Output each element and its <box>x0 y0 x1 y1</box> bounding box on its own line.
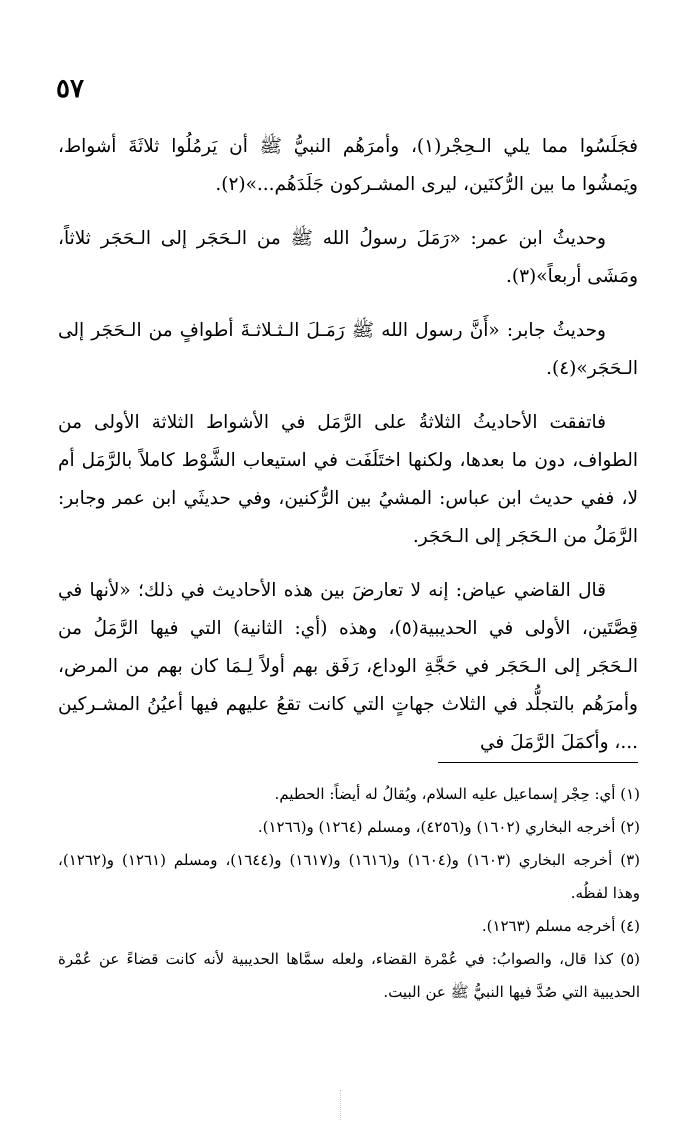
paragraph-5: قال القاضي عياض: إنه لا تعارضَ بين هذه الأحاديث في ذلك؛ «لأنها في قِصَّتَين، الأولى في الحديبية(٥)، وهذه (أي: الثانية) التي فيها الرَّمَلُ من الـحَجَر إلى الـحَجَر في حَجَّةِ الوداع، رَفَق بهم أولاً لِـمَا كان بهم من المرض، وأمرَهُم بالتجلُّد في الثلاث جهاتٍ التي كانت تقعُ عليهم فيها أعيُنُ المشـركين ...، وأكمَلَ الرَّمَلَ في <box>58 580 638 753</box>
paragraph-4: فاتفقت الأحاديثُ الثلاثةُ على الرَّمَل في الأشواط الثلاثة الأولى من الطواف، دون ما بعدها، ولكنها اختَلَفَت في استيعاب الشَّوْط كاملاً بالرَّمَل أم لا، ففي حديث ابن عباس: المشيُ بين الرُّكنين، وفي حديثَي ابن عمر وجابر: الرَّمَلُ من الـحَجَر إلى الـحَجَر. <box>58 412 638 547</box>
main-text <box>58 128 638 778</box>
footnote-4: (٤) أخرجه مسلم (١٢٦٣). <box>481 917 640 935</box>
footnote-2: (٢) أخرجه البخاري (١٦٠٢) و(٤٢٥٦)، ومسلم (١٢٦٤) و(١٢٦٦). <box>257 818 640 836</box>
footnote-5: (٥) كذا قال، والصوابُ: في عُمْرة القضاء، ولعله سمَّاها الحديبية لأنه كانت قضاءً عن عُمْرة الحديبية التي صُدَّ فيها النبيُّ ﷺ عن البيت. <box>58 950 640 1001</box>
paragraph-1: فجَلَسُوا مما يلي الـحِجْر(١)، وأمرَهُم النبيُّ ﷺ أن يَرمُلُوا ثلاثَةَ أشواط، ويَمشُوا ما بين الرُّكنَين، ليرى المشـركون جَلَدَهُم...»(٢). <box>58 136 638 195</box>
paragraph-3: وحديثُ جابر: «أَنَّ رسول الله ﷺ رَمَـلَ الـثـلاثـةَ أطوافٍ من الـحَجَر إلى الـحَجَر»(٤). <box>58 320 638 379</box>
footnote-divider <box>438 762 638 763</box>
scan-guide-line <box>340 1090 341 1120</box>
footnote-1: (١) أي: حِجْر إسماعيل عليه السلام، ويُقالُ له أيضاً: الحطيم. <box>274 785 640 803</box>
footnotes <box>58 778 640 1009</box>
footnote-3: (٣) أخرجه البخاري (١٦٠٣) و(١٦٠٤) و(١٦١٦) و(١٦١٧) و(١٦٤٤)، ومسلم (١٢٦١) و(١٢٦٢)، وهذا لفظُه. <box>58 851 640 902</box>
page-number: ٥٧ <box>56 74 84 104</box>
paragraph-2: وحديثُ ابن عمر: «رَمَلَ رسولُ الله ﷺ من الـحَجَر إلى الـحَجَر ثلاثاً، ومَشَى أربعاً»(٣). <box>58 228 638 287</box>
